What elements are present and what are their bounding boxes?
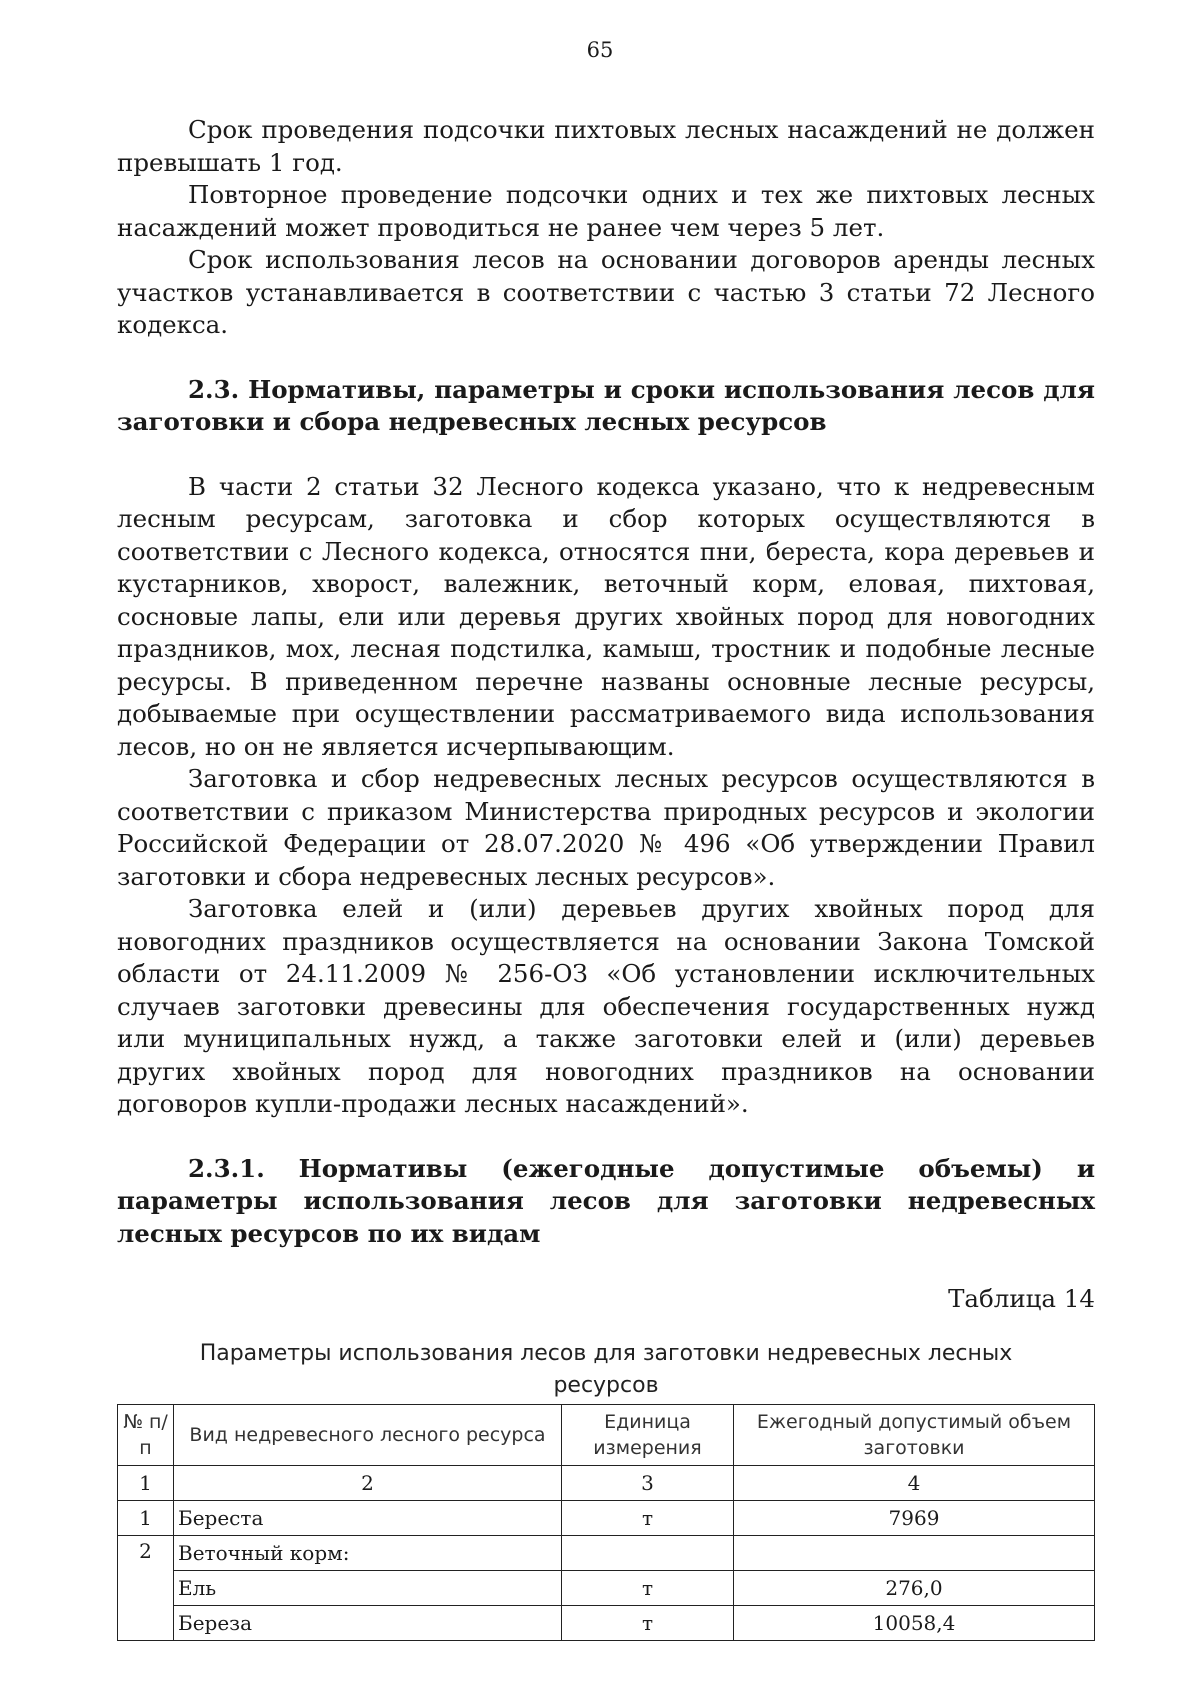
col-number: 1 [118,1465,174,1500]
header-volume: Ежегодный допустимый объем заготовки [734,1404,1095,1465]
col-number: 2 [174,1465,562,1500]
cell-unit: т [562,1500,734,1535]
paragraph: В части 2 статьи 32 Лесного кодекса указано, что к недревесным лесным ресурсам, заготовка и сбор которых осуществляются в соответствии с Лесного кодекса, относятся пни, береста, кора деревьев и кустарников, хворост, валежник, веточный корм, еловая, пихтовая, сосновые лапы, ели или деревья других хвойных пород для новогодних праздников, мох, лесная подстилка, камыш, тростник и подобные лесные ресурсы. В приведенном перечне названы основные лесные ресурсы, добываемые при осуществлении рассматриваемого вида использования лесов, но он не является исчерпывающим. [117,471,1095,761]
cell-resource: Ель [174,1570,562,1605]
cell-num: 2 [118,1535,174,1640]
header-resource: Вид недревесного лесного ресурса [174,1404,562,1465]
cell-unit: т [562,1605,734,1640]
col-number: 3 [562,1465,734,1500]
table-label: Таблица 14 [948,1284,1095,1313]
cell-resource: Веточный корм: [174,1535,562,1570]
table-row [118,1500,1095,1535]
table-header-row [118,1404,1095,1465]
header-num: № п/п [118,1404,174,1465]
paragraph: Заготовка и сбор недревесных лесных ресурсов осуществляются в соответствии с приказом Министерства природных ресурсов и экологии Российской Федерации от 28.07.2020 № 496 «Об утверждении Правил заготовки и сбора недревесных лесных ресурсов». [117,764,1095,891]
cell-num: 1 [118,1500,174,1535]
section-heading-2-3: 2.3. Нормативы, параметры и сроки использования лесов для заготовки и сбора недревесных лесных ресурсов [117,374,1095,436]
table-caption: Параметры использования лесов для заготовки недревесных лесных ресурсов [199,1340,1013,1398]
paragraph: Повторное проведение подсочки одних и тех же пихтовых лесных насаждений может проводиться не ранее чем через 5 лет. [117,180,1095,242]
table-row [118,1535,1095,1570]
cell-resource: Береза [174,1605,562,1640]
section-heading-2-3-1: 2.3.1. Нормативы (ежегодные допустимые объемы) и параметры использования лесов для заготовки недревесных лесных ресурсов по их видам [117,1153,1095,1248]
cell-resource: Береста [174,1500,562,1535]
cell-volume: 10058,4 [734,1605,1095,1640]
header-unit: Единица измерения [562,1404,734,1465]
document-body [117,114,1095,1641]
table-row [118,1605,1095,1640]
cell-volume: 276,0 [734,1570,1095,1605]
paragraph: Срок проведения подсочки пихтовых лесных насаждений не должен превышать 1 год. [117,115,1095,177]
column-number-row [118,1465,1095,1500]
cell-volume: 7969 [734,1500,1095,1535]
page-number: 65 [586,38,614,62]
paragraph: Срок использования лесов на основании договоров аренды лесных участков устанавливается в соответствии с частью 3 статьи 72 Лесного кодекса. [117,245,1095,339]
table-row [118,1570,1095,1605]
paragraph: Заготовка елей и (или) деревьев других хвойных пород для новогодних праздников осуществляется на основании Закона Томской области от 24.11.2009 № 256-ОЗ «Об установлении исключительных случаев заготовки древесины для обеспечения государственных нужд или муниципальных нужд, а также заготовки елей и (или) деревьев других хвойных пород для новогодних праздников на основании договоров купли-продажи лесных насаждений». [117,894,1095,1118]
cell-volume [734,1535,1095,1570]
parameters-table [117,1404,1095,1641]
col-number: 4 [734,1465,1095,1500]
cell-unit [562,1535,734,1570]
cell-unit: т [562,1570,734,1605]
